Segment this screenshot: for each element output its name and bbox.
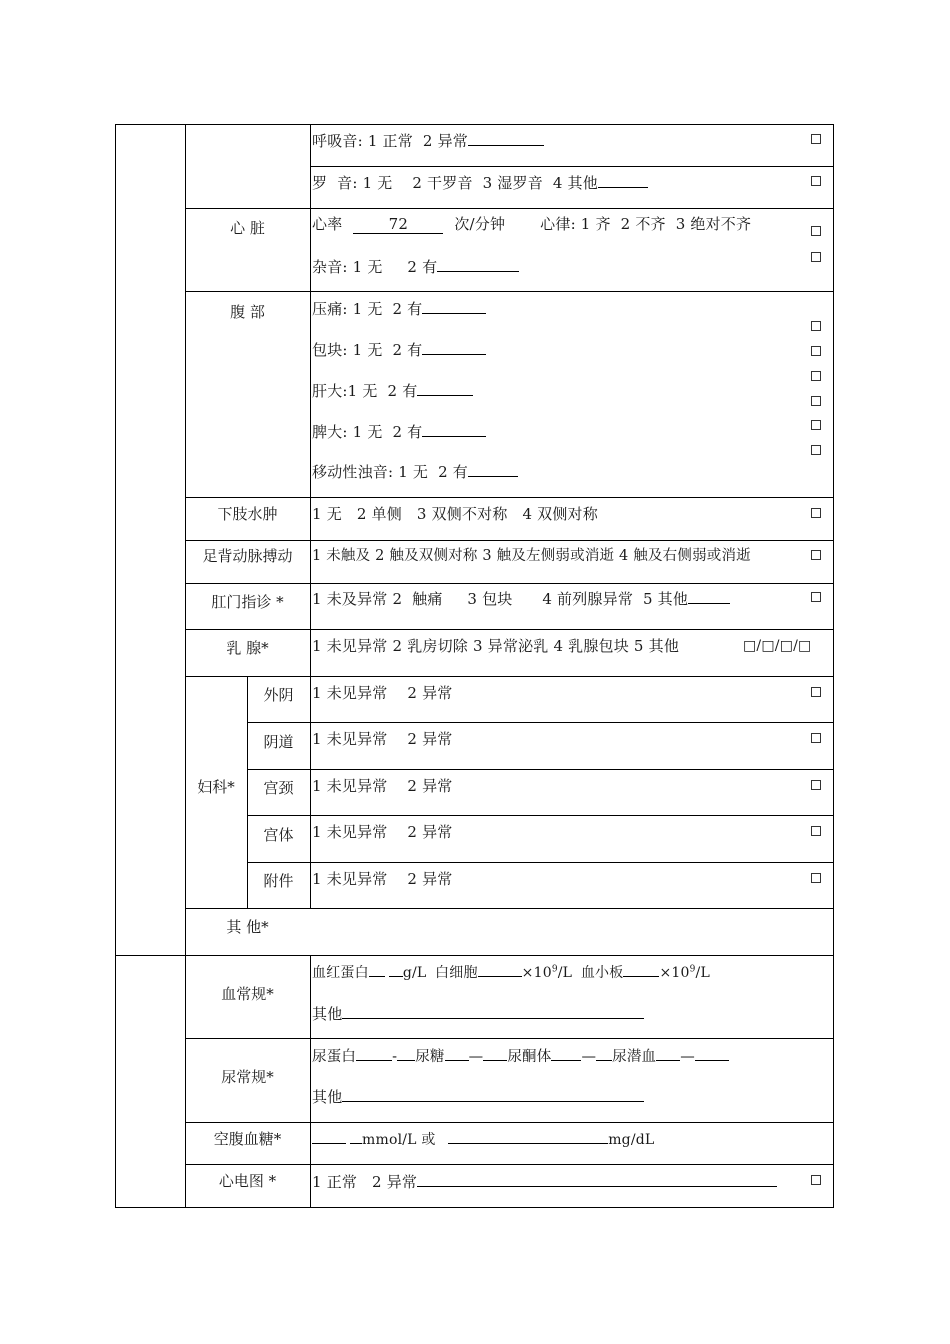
hb-unit: g/L xyxy=(402,965,427,981)
blood-other-label: 其他 xyxy=(312,1005,343,1023)
breast-title: 乳 腺* xyxy=(226,639,269,657)
fbg-row xyxy=(312,1129,654,1149)
tenderness-options: 压痛: 1 无 2 有 xyxy=(312,300,423,318)
fbg-mmol-field-2[interactable] xyxy=(350,1129,362,1144)
fbg-mmol-field-1[interactable] xyxy=(312,1129,346,1144)
rule xyxy=(115,124,834,125)
heart-rate-unit: 次/分钟 xyxy=(454,215,506,233)
rule xyxy=(310,166,834,167)
rule xyxy=(115,955,834,956)
edema-options: 1 无 2 单侧 3 双侧不对称 4 双侧对称 xyxy=(312,505,598,523)
dre-title: 肛门指诊 * xyxy=(211,593,284,611)
ecg-options: 1 正常 2 异常 xyxy=(312,1173,418,1191)
mass-row xyxy=(312,340,486,359)
rule xyxy=(115,1207,834,1208)
occult-blood-field-2[interactable] xyxy=(695,1046,729,1061)
rule xyxy=(185,629,834,630)
shifting-dullness-field[interactable] xyxy=(468,462,518,477)
breath-sounds-label: 呼吸音: xyxy=(312,132,363,150)
edema-checkbox[interactable] xyxy=(811,508,821,518)
gyn-vulva-options: 1 未见异常 2 异常 xyxy=(312,684,453,702)
rales-other-field[interactable] xyxy=(598,173,648,188)
wbc-field[interactable] xyxy=(478,962,522,977)
breast-options: 1 未见异常 2 乳房切除 3 异常泌乳 4 乳腺包块 5 其他 xyxy=(312,637,680,655)
fbg-title: 空腹血糖* xyxy=(213,1130,282,1148)
shifting-dullness-options: 移动性浊音: 1 无 2 有 xyxy=(312,463,468,481)
protein-field-1[interactable] xyxy=(356,1046,392,1061)
plt-unit: ×10 xyxy=(659,965,690,981)
rule xyxy=(185,291,834,292)
gyn-uterus-options: 1 未见异常 2 异常 xyxy=(312,823,453,841)
blood-row xyxy=(312,962,710,982)
hepatomegaly-row xyxy=(312,381,473,400)
rule xyxy=(247,769,834,770)
gyn-vulva-label: 外阴 xyxy=(263,686,294,704)
blood-title: 血常规* xyxy=(221,985,274,1003)
rule xyxy=(833,124,834,1208)
hb-label: 血红蛋白 xyxy=(312,965,369,981)
fbg-unit-2: mg/dL xyxy=(608,1132,655,1148)
urine-row xyxy=(312,1046,729,1066)
glucose-label: 尿糖 xyxy=(415,1049,445,1065)
glucose-dash: — xyxy=(468,1049,484,1065)
occult-blood-label: 尿潜血 xyxy=(612,1049,657,1065)
hepatomegaly-checkbox[interactable] xyxy=(811,371,821,381)
gyn-adnexa-label: 附件 xyxy=(263,872,294,890)
plt-label: 血小板 xyxy=(580,965,624,981)
mass-options: 包块: 1 无 2 有 xyxy=(312,341,423,359)
dorsalis-title: 足背动脉搏动 xyxy=(202,547,293,565)
ketone-label: 尿酮体 xyxy=(507,1049,552,1065)
ecg-abnormal-field[interactable] xyxy=(417,1172,777,1187)
breath-sounds-checkbox[interactable] xyxy=(811,134,821,144)
rule xyxy=(185,124,186,1208)
tenderness-row xyxy=(312,299,486,318)
urine-other-row xyxy=(312,1087,644,1106)
ecg-title: 心电图 * xyxy=(218,1172,277,1190)
murmur-checkbox[interactable] xyxy=(811,252,821,262)
other-title: 其 他* xyxy=(226,918,269,936)
wbc-label: 白细胞 xyxy=(435,965,478,981)
dre-checkbox[interactable] xyxy=(811,592,821,602)
heart-title: 心 脏 xyxy=(230,219,265,237)
dre-options: 1 未及异常 2 触痛 3 包块 4 前列腺异常 5 其他 xyxy=(312,590,689,608)
gyn-adnexa-options: 1 未见异常 2 异常 xyxy=(312,870,453,888)
gyn-title: 妇科* xyxy=(197,778,235,796)
heart-rhythm-checkbox[interactable] xyxy=(811,226,821,236)
urine-title: 尿常规* xyxy=(221,1068,274,1086)
ketone-dash: — xyxy=(581,1049,597,1065)
gyn-cervix-options: 1 未见异常 2 异常 xyxy=(312,777,453,795)
ecg-row xyxy=(312,1172,777,1191)
breath-sounds-abnormal-field[interactable] xyxy=(468,131,544,146)
rule xyxy=(185,208,834,209)
gyn-vagina-checkbox[interactable] xyxy=(811,733,821,743)
plt-unit-2: /L xyxy=(695,965,710,981)
fbg-unit-1: mmol/L 或 xyxy=(362,1132,436,1148)
rule xyxy=(185,583,834,584)
breast-checkboxes[interactable]: □/□/□/□ xyxy=(743,638,812,654)
rales-label: 罗 音: xyxy=(312,174,358,192)
gyn-adnexa-checkbox[interactable] xyxy=(811,873,821,883)
ketone-field-2[interactable] xyxy=(596,1046,612,1061)
gyn-uterus-label: 宫体 xyxy=(263,826,294,844)
plt-field[interactable] xyxy=(623,962,659,977)
occult-blood-field-1[interactable] xyxy=(656,1046,680,1061)
rule xyxy=(247,862,834,863)
gyn-cervix-checkbox[interactable] xyxy=(811,780,821,790)
rule xyxy=(185,540,834,541)
gyn-vulva-checkbox[interactable] xyxy=(811,687,821,697)
murmur-row xyxy=(312,257,519,276)
extra-checkbox[interactable] xyxy=(811,445,821,455)
rule xyxy=(185,1164,834,1165)
wbc-unit: ×10 xyxy=(521,965,552,981)
shifting-dullness-row xyxy=(312,462,518,481)
urine-other-label: 其他 xyxy=(312,1088,343,1106)
shifting-dullness-checkbox[interactable] xyxy=(811,420,821,430)
splenomegaly-row xyxy=(312,422,486,441)
hepatomegaly-field[interactable] xyxy=(417,381,473,396)
rule xyxy=(185,1038,834,1039)
rule xyxy=(247,722,834,723)
edema-title: 下肢水肿 xyxy=(217,505,278,523)
splenomegaly-options: 脾大: 1 无 2 有 xyxy=(312,423,423,441)
murmur-field[interactable] xyxy=(437,257,519,272)
blood-other-row xyxy=(312,1004,644,1023)
rule xyxy=(185,497,834,498)
rule xyxy=(310,124,311,908)
wbc-unit-2: /L xyxy=(557,965,573,981)
dre-other-field[interactable] xyxy=(688,589,730,604)
splenomegaly-checkbox[interactable] xyxy=(811,396,821,406)
blood-other-field[interactable] xyxy=(342,1004,644,1019)
heart-rhythm: 心律: 1 齐 2 不齐 3 绝对不齐 xyxy=(540,215,752,233)
gyn-uterus-checkbox[interactable] xyxy=(811,826,821,836)
rule xyxy=(185,1122,834,1123)
protein-label: 尿蛋白 xyxy=(312,1049,357,1065)
plt-exp: 9 xyxy=(689,964,696,975)
rales-checkbox[interactable] xyxy=(811,176,821,186)
ecg-checkbox[interactable] xyxy=(811,1175,821,1185)
protein-field-2[interactable] xyxy=(397,1046,415,1061)
tenderness-checkbox[interactable] xyxy=(811,321,821,331)
dorsalis-options: 1 未触及 2 触及双侧对称 3 触及左侧弱或消逝 4 触及右侧弱或消逝 xyxy=(312,548,751,564)
exam-form xyxy=(115,124,834,1208)
gyn-vagina-options: 1 未见异常 2 异常 xyxy=(312,730,453,748)
splenomegaly-field[interactable] xyxy=(422,422,486,437)
wbc-exp: 9 xyxy=(551,964,558,975)
breath-sounds-options: 1 正常 2 异常 xyxy=(367,132,468,150)
heart-rate-label: 心率 xyxy=(312,215,343,233)
rule xyxy=(115,124,116,1208)
hb-field-2[interactable] xyxy=(389,962,403,977)
rule xyxy=(310,955,311,1208)
rales-options: 1 无 2 干罗音 3 湿罗音 4 其他 xyxy=(362,174,598,192)
breath-sounds-row xyxy=(312,131,544,150)
dre-row xyxy=(312,589,730,608)
rales-row xyxy=(312,173,648,192)
dorsalis-checkbox[interactable] xyxy=(811,550,821,560)
ketone-field-1[interactable] xyxy=(551,1046,581,1061)
gyn-vagina-label: 阴道 xyxy=(263,733,294,751)
other-input-area[interactable] xyxy=(311,909,833,955)
rule xyxy=(247,815,834,816)
murmur-options: 杂音: 1 无 2 有 xyxy=(312,258,438,276)
heart-rate-value[interactable]: 72 xyxy=(353,215,443,234)
abdomen-title: 腹 部 xyxy=(230,303,265,321)
mass-checkbox[interactable] xyxy=(811,346,821,356)
urine-other-field[interactable] xyxy=(342,1087,644,1102)
hepatomegaly-options: 肝大:1 无 2 有 xyxy=(312,382,418,400)
fbg-mgdl-field[interactable] xyxy=(448,1129,608,1144)
glucose-field-2[interactable] xyxy=(483,1046,507,1061)
tenderness-field[interactable] xyxy=(422,299,486,314)
hb-field-1[interactable] xyxy=(369,962,385,977)
gyn-cervix-label: 宫颈 xyxy=(263,779,294,797)
glucose-field-1[interactable] xyxy=(445,1046,469,1061)
heart-rate-row xyxy=(312,215,751,234)
mass-field[interactable] xyxy=(422,340,486,355)
protein-dash: - xyxy=(392,1049,398,1065)
rule xyxy=(185,676,834,677)
occult-blood-dash: — xyxy=(680,1049,695,1065)
